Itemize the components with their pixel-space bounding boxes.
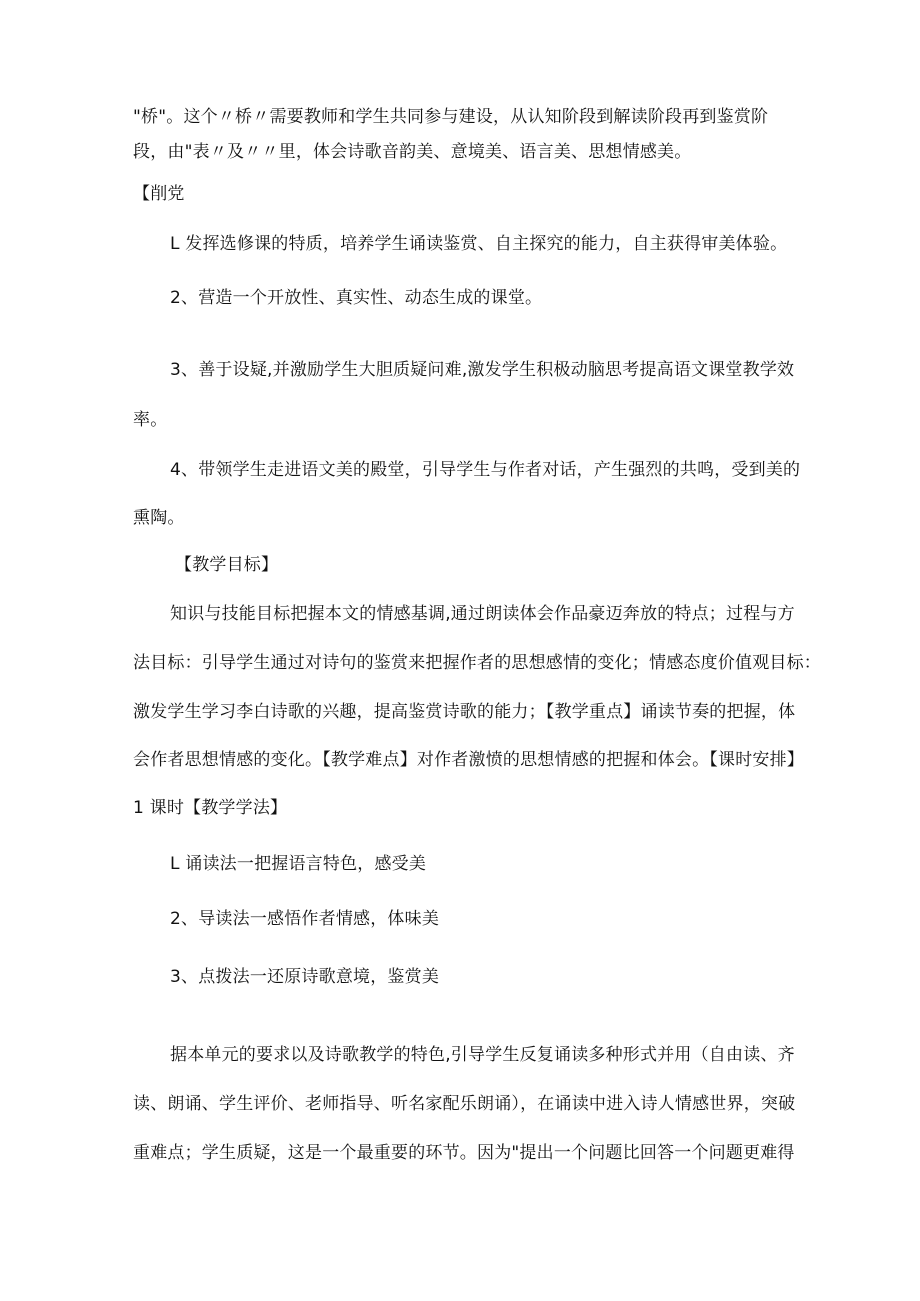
- goals-paragraph-line-4: 会作者思想情感的变化。【教学难点】对作者激愤的思想情感的把握和体会。【课时安排】: [133, 750, 804, 770]
- section-heading-objectives: 【削党: [133, 184, 185, 204]
- method-item-1: L 诵读法一把握语言特色，感受美: [170, 854, 427, 874]
- intro-line-1: "桥"。这个〃桥〃需要教师和学生共同参与建设，从认知阶段到解读阶段再到鉴赏阶: [133, 107, 769, 127]
- goals-paragraph-line-3: 激发学生学习李白诗歌的兴趣，提高鉴赏诗歌的能力；【教学重点】诵读节奏的把握，体: [133, 702, 796, 722]
- section-heading-teaching-goals: 【教学目标】: [175, 555, 279, 575]
- objective-item-1: L 发挥选修课的特质，培养学生诵读鉴赏、自主探究的能力，自主获得审美体验。: [170, 234, 788, 254]
- goals-paragraph-line-1: 知识与技能目标把握本文的情感基调,通过朗读体会作品豪迈奔放的特点；过程与方: [170, 604, 795, 624]
- method-item-3: 3、点拨法一还原诗歌意境，鉴赏美: [170, 967, 440, 987]
- objective-item-4: 4、带领学生走进语文美的殿堂，引导学生与作者对话，产生强烈的共鸣，受到美的: [170, 460, 801, 480]
- objective-item-3-cont: 率。: [133, 410, 168, 430]
- intro-line-2: 段，由"表〃及〃〃里，体会诗歌音韵美、意境美、语言美、思想情感美。: [133, 142, 692, 162]
- objective-item-2: 2、营造一个开放性、真实性、动态生成的课堂。: [170, 288, 543, 308]
- closing-line-1: 据本单元的要求以及诗歌教学的特色,引导学生反复诵读多种形式并用（自由读、齐: [170, 1045, 795, 1065]
- method-item-2: 2、导读法一感悟作者情感，体味美: [170, 909, 440, 929]
- closing-line-3: 重难点；学生质疑，这是一个最重要的环节。因为"提出一个问题比回答一个问题更难得: [133, 1143, 795, 1163]
- goals-paragraph-line-2: 法目标：引导学生通过对诗句的鉴赏来把握作者的思想感情的变化；情感态度价值观目标：: [133, 653, 821, 673]
- objective-item-4-cont: 熏陶。: [133, 508, 185, 528]
- goals-paragraph-line-5: 1 课时【教学学法】: [133, 798, 288, 818]
- closing-line-2: 读、朗诵、学生评价、老师指导、听名家配乐朗诵），在诵读中进入诗人情感世界，突破: [133, 1094, 796, 1114]
- objective-item-3: 3、善于设疑,并激励学生大胆质疑问难,激发学生积极动脑思考提高语文课堂教学效: [170, 360, 795, 380]
